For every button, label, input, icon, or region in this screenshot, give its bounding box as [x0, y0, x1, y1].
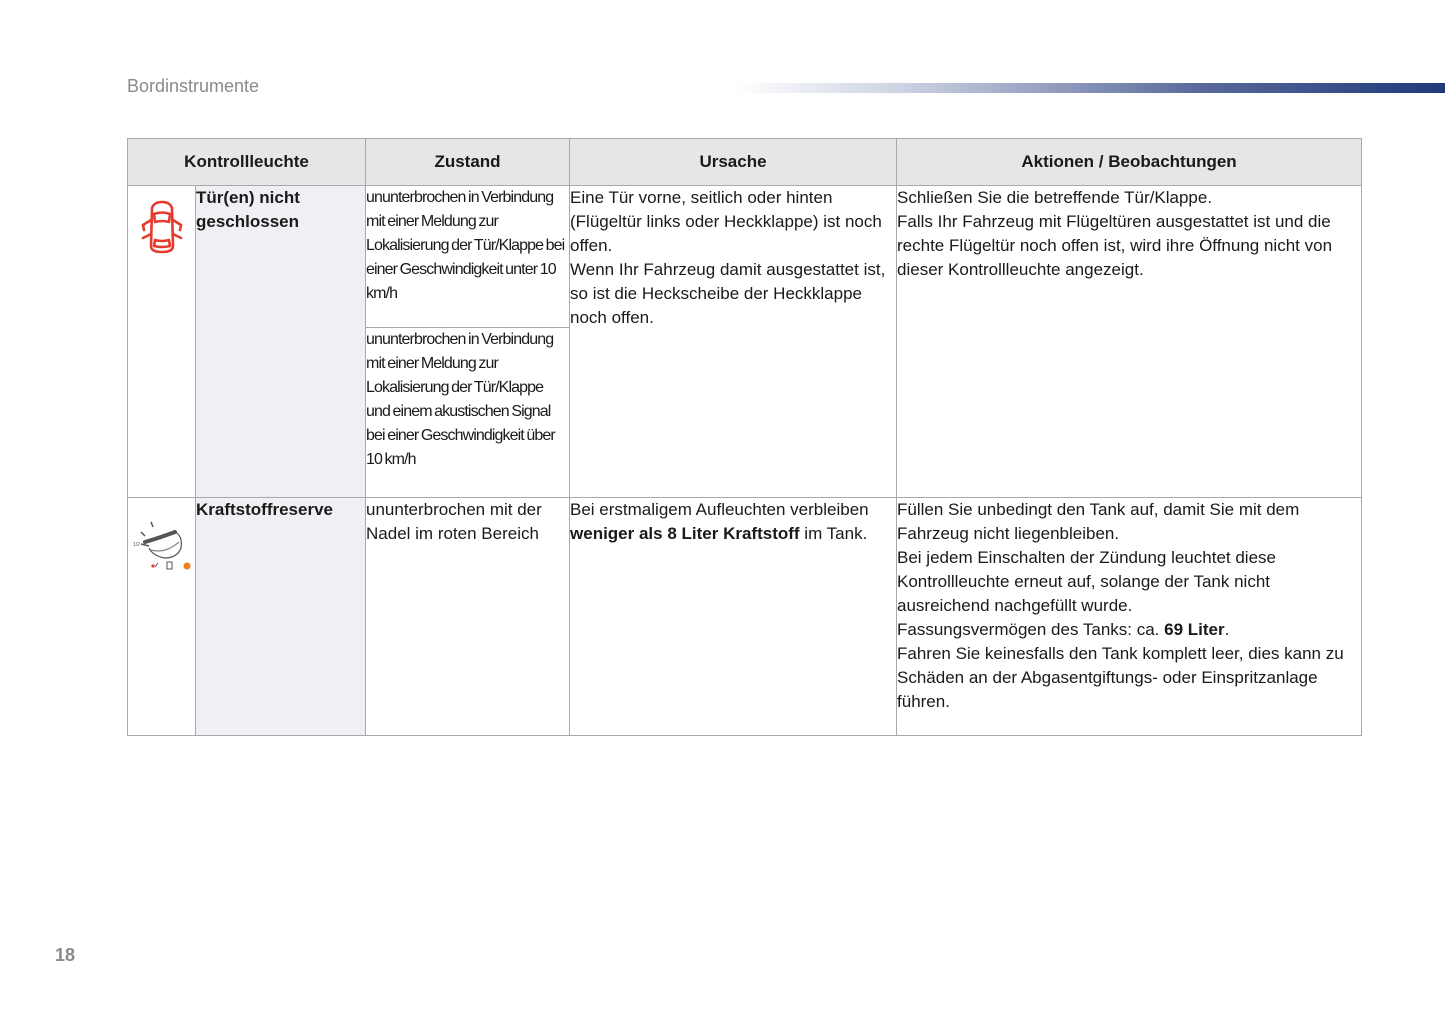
warning-name-door: Tür(en) nicht geschlossen	[196, 186, 366, 498]
cause-fuel	[570, 498, 897, 736]
actions-fuel-line-2: Bei jedem Einschalten der Zündung leuchtet diese Kontrollleuchte erneut auf, solange der Tank nicht ausreichend nachgefüllt wurde.	[897, 548, 1276, 615]
table-header-row	[128, 139, 1362, 186]
cause-fuel-pre: Bei erstmaligem Aufleuchten verbleiben	[570, 500, 869, 519]
actions-door	[897, 186, 1362, 498]
column-header-kontrollleuchte: Kontrollleuchte	[128, 139, 366, 186]
capacity-pre: Fassungsvermögen des Tanks: ca.	[897, 620, 1165, 639]
fuel-gauge-icon	[131, 508, 193, 574]
warning-lights-table	[127, 138, 1362, 736]
table-row-door	[128, 186, 1362, 328]
column-header-ursache: Ursache	[570, 139, 897, 186]
condition-fuel: ununterbrochen mit der Nadel im roten Bereich	[366, 498, 570, 736]
actions-fuel-line-1: Füllen Sie unbedingt den Tank auf, damit Sie mit dem Fahrzeug nicht liegenbleiben.	[897, 500, 1300, 543]
section-title: Bordinstrumente	[127, 76, 260, 96]
door-open-warning-icon	[138, 196, 186, 258]
door-icon-cell	[128, 186, 196, 498]
actions-door-line-1: Schließen Sie die betreffende Tür/Klappe.	[897, 188, 1213, 207]
condition-door-fast: ununterbrochen in Verbindung mit einer Meldung zur Lokalisierung der Tür/Klappe und einem akustischen Signal bei einer Geschwindigkeit über 10 km/h	[366, 328, 570, 498]
cause-door-line-1: Eine Tür vorne, seitlich oder hinten (Flügeltür links oder Heckklappe) ist noch offen.	[570, 188, 882, 255]
warning-name-fuel: Kraftstoffreserve	[196, 498, 366, 736]
page-number: 18	[55, 945, 76, 965]
actions-fuel-line-4: Fahren Sie keinesfalls den Tank komplett leer, dies kann zu Schäden an der Abgasentgiftungs- oder Einspritzanlage führen.	[897, 644, 1344, 711]
cause-door	[570, 186, 897, 498]
actions-door-line-2: Falls Ihr Fahrzeug mit Flügeltüren ausgestattet ist und die rechte Flügeltür noch offen ist, wird ihre Öffnung nicht von dieser Kontrollleuchte angezeigt.	[897, 212, 1333, 279]
cause-door-line-2: Wenn Ihr Fahrzeug damit ausgestattet ist, so ist die Heckscheibe der Heckklappe noch offen.	[570, 260, 886, 327]
column-header-zustand: Zustand	[366, 139, 570, 186]
column-header-aktionen: Aktionen / Beobachtungen	[897, 139, 1362, 186]
cause-fuel-post: im Tank.	[799, 524, 868, 543]
capacity-value: 69 Liter	[1164, 620, 1225, 639]
cause-fuel-bold: weniger als 8 Liter Kraftstoff	[570, 524, 800, 543]
fuel-icon-cell	[128, 498, 196, 736]
actions-fuel	[897, 498, 1362, 736]
condition-door-slow: ununterbrochen in Verbindung mit einer Meldung zur Lokalisierung der Tür/Klappe bei einer Geschwindigkeit unter 10 km/h	[366, 186, 570, 328]
table-row-fuel	[128, 498, 1362, 736]
actions-fuel-capacity	[897, 618, 1361, 642]
capacity-post: .	[1224, 620, 1230, 639]
header-gradient-bar	[735, 83, 1445, 93]
gauge-half-label: 1/2	[133, 542, 140, 548]
